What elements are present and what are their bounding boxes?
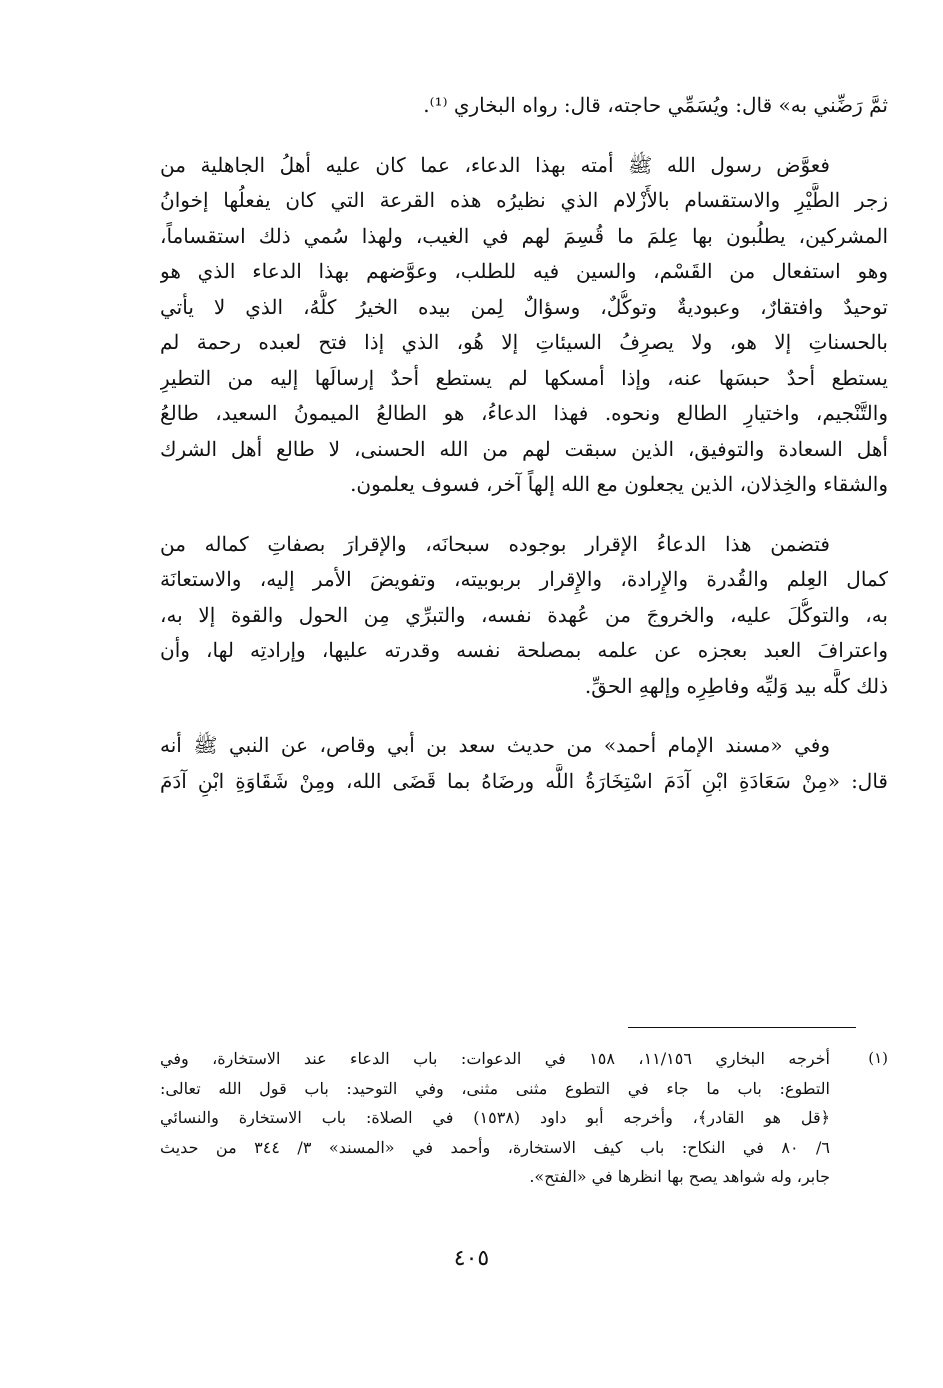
paragraph-1-line-2: زجر الطَّيْرِ والاستقسام بالأَزْلام الذي نظيرُه هذه القرعة التي كان يفعلُها إخوانُ bbox=[160, 188, 888, 212]
footnote-number: (١) bbox=[868, 1049, 888, 1067]
paragraph-2-line-2: كمال العِلم والقُدرة والإِرادة، والإِقرار بربوبيته، وتفويضَ الأمر إليه، والاستعانَة bbox=[160, 567, 888, 591]
paragraph-2-line-1: فتضمن هذا الدعاءُ الإقرار بوجوده سبحانَه، والإقرارَ بصفاتِ كماله من bbox=[160, 531, 830, 556]
paragraph-2-line-4: واعترافَ العبد بعجزه عن علمه بمصلحة نفسه وقدرته عليها، وإرادتِه لها، وأن bbox=[160, 638, 888, 662]
page-number: ٤٠٥ bbox=[453, 1246, 490, 1271]
continuation-line: ثمَّ رَضِّني به» قال: ويُسَمِّي حاجته، قال: رواه البخاري ⁽¹⁾. bbox=[423, 93, 888, 117]
footnote-line-3: ﴿قل هو القادر﴾، وأخرجه أبو داود (١٥٣٨) في الصلاة: باب الاستخارة والنسائي bbox=[160, 1108, 830, 1127]
paragraph-1-line-10: والشقاء والخِذلان، الذين يجعلون مع الله إلهاً آخر، فسوف يعلمون. bbox=[350, 472, 888, 496]
paragraph-2-line-5: ذلك كلَّه بيد وَليِّه وفاطِرِه وإلههِ الحقِّ. bbox=[584, 673, 888, 698]
paragraph-2-line-3: به، والتوكُّلَ عليه، والخروجَ من عُهدة نفسه، والتبرِّي مِن الحول والقوة إلا به، bbox=[160, 602, 888, 627]
footnote-line-2: التطوع: باب ما جاء في التطوع مثنى مثنى، وفي التوحيد: باب قول الله تعالى: bbox=[160, 1078, 830, 1098]
footnote-separator bbox=[628, 1027, 856, 1028]
footnote-1 bbox=[160, 1044, 888, 1192]
footnote-body bbox=[160, 1044, 830, 1192]
paragraph-1-line-8: والتَّنْجيم، واختيارِ الطالع ونحوه. فهذا الدعاءُ، هو الطالعُ الميمونُ السعيد، طالعُ bbox=[160, 401, 888, 425]
paragraph-1-line-6: بالحسناتِ إلا هو، ولا يصرِفُ السيئاتِ إلا هُو، الذي إذا فتح لعبده رحمة لم bbox=[160, 330, 888, 354]
footnote-line-5: جابر، وله شواهد يصح بها انظرها في «الفتح». bbox=[529, 1167, 830, 1186]
footnote-line-1: أخرجه البخاري ١١/١٥٦، ١٥٨ في الدعوات: باب الدعاء عند الاستخارة، وفي bbox=[160, 1049, 830, 1068]
paragraph-3-line-2: قال: «مِنْ سَعَادَةِ ابْنِ آدَمَ اسْتِخَارَةُ اللَّه ورضَاهُ بما قَضَى الله، ومِنْ شَقَاوَةِ ابْنِ آدَمَ bbox=[160, 768, 888, 793]
paragraph-1-line-3: المشركين، يطلُبون بها عِلمَ ما قُسِمَ لهم في الغيب، ولهذا سُمي ذلك استقساماً، bbox=[160, 223, 888, 248]
paragraph-1-line-4: وهو استفعال من القَسْم، والسين فيه للطلب، وعوَّضهم بهذا الدعاء الذي هو bbox=[160, 259, 888, 283]
paragraph-1-line-7: يستطع أحدٌ حبسَها عنه، وإذا أمسكها لم يستطع أحدٌ إرسالَها إليه من التطيرِ bbox=[160, 365, 888, 390]
paragraph-2 bbox=[160, 527, 888, 705]
footnote-line-4: ٦/ ٨٠ في النكاح: باب كيف الاستخارة، وأحمد في «المسند» ٣/ ٣٤٤ من حديث bbox=[160, 1137, 830, 1157]
footnotes bbox=[160, 1044, 888, 1192]
paragraph-1 bbox=[160, 148, 888, 503]
paragraph-1-line-5: توحيدٌ وافتقارٌ، وعبوديةٌ وتوكُّلٌ، وسؤالٌ لِمن بيده الخيرُ كلُّهُ، الذي لا يأتي bbox=[160, 294, 888, 319]
paragraph-3 bbox=[160, 728, 888, 799]
paragraph-3-line-1: وفي «مسند الإمام أحمد» من حديث سعد بن أبي وقاص، عن النبي ﷺ أنه bbox=[160, 733, 830, 757]
paragraph-1-line-1: فعوَّض رسول الله ﷺ أمته بهذا الدعاء، عما كان عليه أهلُ الجاهلية من bbox=[160, 152, 830, 177]
paragraph-1-line-9: أهل السعادة والتوفيق، الذين سبقت لهم من الله الحسنى، لا طالع أهل الشرك bbox=[160, 436, 888, 461]
main-text bbox=[160, 88, 888, 799]
